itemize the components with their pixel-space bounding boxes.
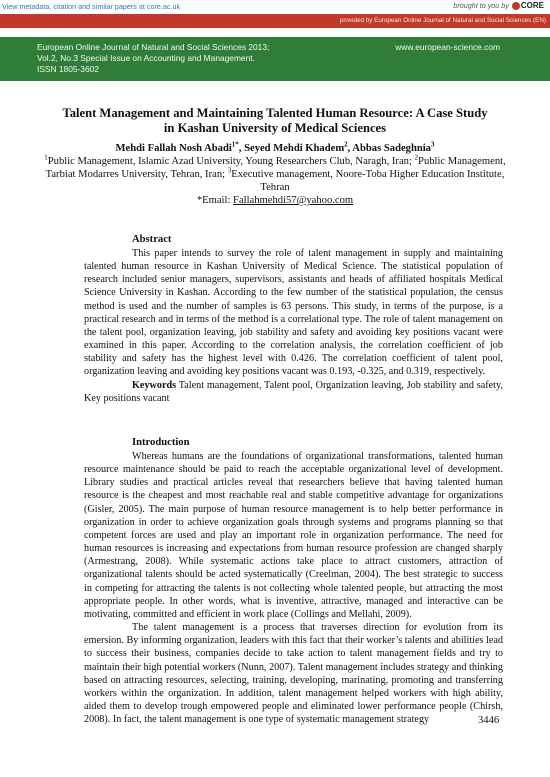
title-line-2: in Kashan University of Medical Sciences — [163, 121, 387, 135]
journal-issn: ISSN 1805-3602 — [37, 64, 99, 74]
author-3: Abbas Sadeghnia — [352, 143, 431, 154]
provided-by-text[interactable]: provided by European Online Journal of Natural and Social Sciences (EN) — [339, 17, 546, 24]
journal-volume: Vol.2, No.3 Special Issue on Accounting and Management. — [37, 53, 255, 63]
author-names: Mehdi Fallah Nosh Abadi$^{1*}$, Seyed Mehdi Khadem$^2$, Abbas Sadeghnia$^3$ — [115, 140, 435, 154]
email-link[interactable]: Fallahmehdi57@yahoo.com — [233, 195, 354, 206]
author-2: Seyed Mehdi Khadem — [244, 143, 345, 154]
affiliation-2: Public Management, Tarbiat Modarres University, Tehran, Iran; — [45, 156, 506, 180]
journal-info — [37, 42, 269, 75]
journal-website: www.european-science.com — [395, 42, 500, 52]
aff-3-sup: 3 — [227, 166, 232, 175]
core-metadata-link[interactable]: View metadata, citation and similar papers at core.ac.uk — [2, 2, 181, 11]
keywords-paragraph — [84, 379, 503, 405]
author-1-sup: 1* — [231, 140, 239, 149]
intro-paragraph-2: The talent management is a process that traverses direction for evolution from its emersion. By informing organization, leaders with this fact that their worker’s talents and abilities lead to success their business, companies decide to take action to talent management fields and try to maintain their high potential workers (Nunn, 2007). Talent management includes strategy and thinking based on attracting resources, selecting, training, developing, marinating, promoting and transferring workers within the organization. In addition, talent management helped workers with high ability, aided them to develop trough empowered people and eliminated lower performance people (Chirsh, 2008). In fact, the talent management is one type of systematic management strategy — [84, 622, 503, 726]
author-block — [40, 142, 510, 207]
core-brought-by — [453, 1, 544, 10]
author-2-sup: 2 — [344, 140, 348, 149]
affiliation-1: Public Management, Islamic Azad University, Young Researchers Club, Naragh, Iran; — [47, 156, 415, 167]
core-brought-text: brought to you by — [453, 1, 509, 10]
aff-1-sup: 1 — [44, 153, 48, 162]
affiliation-3: Executive management, Noore-Toba Higher Education Institute, Tehran — [231, 169, 505, 193]
journal-banner — [0, 37, 550, 81]
aff-2-sup: 2 — [414, 153, 419, 162]
intro-paragraph-1: Whereas humans are the foundations of organizational transformations, talented human resource maintenance should be paid to reach the acceptable organizational level of development. Library studies and practical articles reveal that researchers believe that having talented human resource is the cheapest and most reachable real and stable competitive advantage for organizations (Gisler, 2005). The main purpose of human resource management is to help better performance in organization in order to achieve organization goals through systems and programs planning so that competent forces are used and play an important role in organization performance. The need for human resources is increasing and expectations from human resource profession are changed sharply (Armestrang, 2008). While systematic actions take place to attract customers, attraction of organizational talents should be acted systematically (Creelman, 2004). The best strategic to success in competing for attracting the talents is not collecting whole talented people, but attracting the most appropriate people. In other words, what is inventive, attractive, managed and interactive can be motivating, committed and efficient in work place (Collings and Mellahi, 2009). — [84, 451, 503, 620]
core-top-bar — [0, 0, 550, 14]
abstract-text: This paper intends to survey the role of talent management in supply and maintaining talented human resource in Kashan University of Medical Science. The statistical population of research included senior managers, supervisors, assistants and heads of affiliated hospitals Medical Science University in Kashan. According to the few number of the statistical population, the census method is used and the number of samples is 63 persons. This study, in terms of the purpose, is a practical research and in terms of the method is a correlational type. The role of talent management on the talent pool, organization leaving, job stability and safety and avoiding key positions vacant were examined in this paper. According to the correlation analysis, the correlation coefficient of job stability and safety has the highest level with 0.426. The correlation coefficient of talent pool, organization leaving and avoiding key positions vacant was 0.193, -0.325, and 0.319, respectively. — [84, 248, 503, 378]
abstract-heading: Abstract — [132, 234, 172, 245]
author-email — [40, 194, 510, 207]
page-number: 3446 — [478, 715, 500, 726]
introduction-body — [84, 450, 503, 726]
title-line-1: Talent Management and Maintaining Talented Human Resource: A Case Study — [62, 106, 488, 120]
author-1: Mehdi Fallah Nosh Abadi — [115, 143, 232, 154]
affiliations — [40, 155, 510, 194]
author-3-sup: 3 — [430, 140, 435, 149]
paper-title — [60, 106, 490, 136]
provided-by-bar — [0, 14, 550, 28]
core-logo[interactable] — [512, 1, 544, 10]
introduction-heading: Introduction — [132, 437, 190, 448]
keywords-text: Talent management, Talent pool, Organization leaving, Job stability and safety, Key positions vacant — [84, 379, 503, 404]
keywords-label: Keywords — [132, 379, 177, 391]
journal-name: European Online Journal of Natural and Social Sciences 2013; — [37, 42, 270, 52]
abstract-body — [84, 247, 503, 405]
core-logo-text: CORE — [520, 1, 544, 10]
email-label: *Email: — [196, 195, 234, 206]
core-logo-icon — [512, 2, 520, 10]
